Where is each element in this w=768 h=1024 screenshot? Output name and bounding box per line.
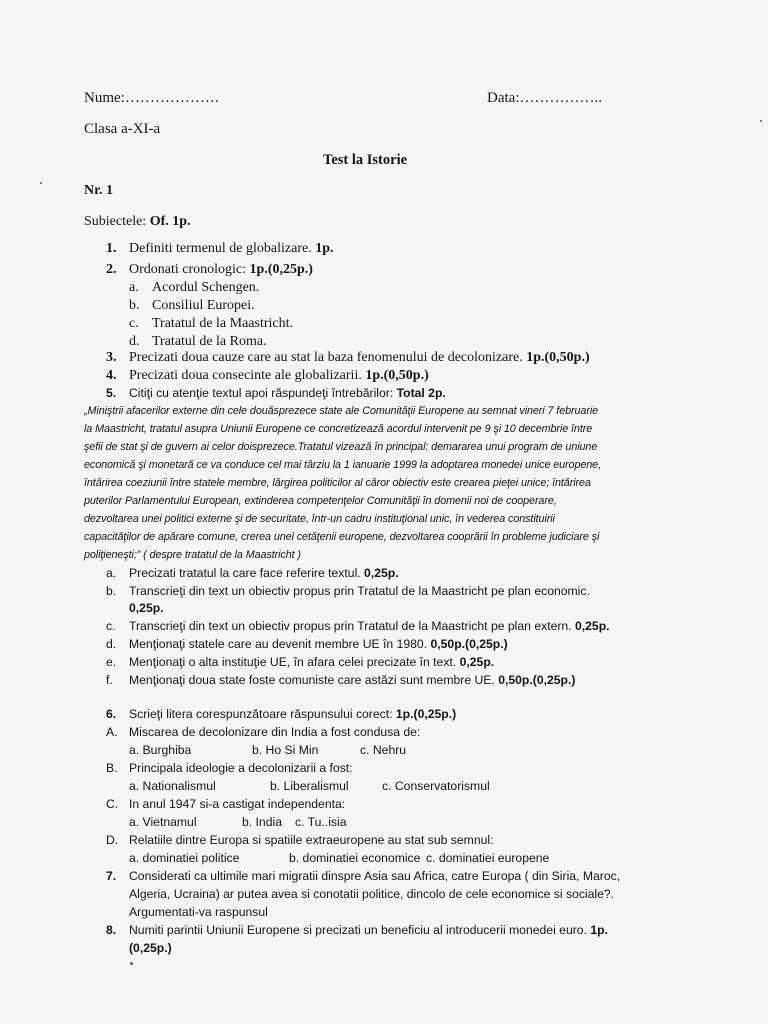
mc-option: a. Vietnamul	[129, 815, 197, 829]
quote-line: şefii de stat şi de guvern ai celor doisprezece.Tratatul vizează în principal: demararea unui program de uniune	[84, 441, 598, 453]
subitem-text: Precizati tratatul la care face referire textul.	[129, 566, 365, 580]
subitem-letter: d.	[106, 637, 117, 651]
scan-speck	[130, 962, 133, 965]
mc-question: In anul 1947 si-a castigat independenta:	[129, 797, 346, 811]
subitem-c	[129, 619, 610, 633]
option-letter: b.	[129, 298, 140, 313]
subjects-line	[84, 214, 191, 230]
question-points: 1p.(0,50p.)	[365, 368, 429, 383]
mc-question: Miscarea de decolonizare din India a fost condusa de:	[129, 725, 421, 739]
subitem-text: Menţionaţi doua state foste comuniste care astăzi sunt membre UE.	[129, 673, 499, 687]
subitem-a	[129, 566, 399, 580]
subitem-points: 0,50p.(0,25p.)	[498, 673, 576, 687]
question-points: 1p.	[590, 923, 608, 937]
subitem-text: Transcrieţi din text un obiectiv propus prin Tratatul de la Maastricht pe plan extern.	[129, 619, 575, 633]
option-text: Consiliul Europei.	[152, 298, 255, 313]
mc-letter: A.	[106, 725, 118, 739]
name-field: Nume:……………….	[84, 90, 219, 106]
subitem-points: 0,25p.	[459, 655, 495, 669]
scan-speck	[40, 182, 42, 184]
mc-letter: B.	[106, 761, 118, 775]
mc-option: b. India	[242, 815, 282, 829]
scan-speck	[760, 120, 762, 122]
quote-line: puterilor Parlamentului European, extinderea competenţelor Comunităţii în domenii noi de cooperare,	[84, 495, 557, 507]
subitem-points: 0,25p.	[364, 566, 399, 580]
subitem-letter: e.	[106, 655, 117, 669]
option-letter: d.	[129, 334, 140, 349]
mc-letter: C.	[106, 797, 119, 811]
question-2-text	[129, 262, 313, 278]
quote-line: dezvoltarea unei politici externe şi de securitate, într-un cadru instituţional unic, în vederea constituirii	[84, 513, 555, 525]
quote-line: întărirea coeziunii între statele membre, lărgirea politicilor al căror obiectiv este crearea pieţei unice; întărirea	[84, 477, 591, 489]
subjects-points: Of. 1p.	[149, 214, 191, 229]
option-text: Acordul Schengen.	[152, 280, 260, 295]
question-text: Citiţi cu atenţie textul apoi răspundeţi întrebărilor:	[129, 386, 397, 400]
subitem-d	[129, 637, 508, 651]
question-7-line: Argumentati-va raspunsul	[129, 905, 268, 919]
subitem-text: Menţionaţi statele care au devenit membre UE în 1980.	[129, 637, 431, 651]
subitem-letter: c.	[106, 619, 116, 633]
question-text: Ordonati cronologic:	[129, 262, 250, 277]
subitem-text: Menţionaţi o alta instituţie UE, în afara celei precizate în text.	[129, 655, 460, 669]
page-title: Test la Istorie	[323, 152, 408, 168]
subitem-letter: a.	[106, 566, 117, 580]
question-points: 1p.(0,25p.)	[395, 707, 457, 721]
subitem-f	[129, 673, 575, 687]
question-2-number: 2.	[106, 262, 117, 277]
subitem-points: 0,25p.	[574, 619, 610, 633]
mc-option: a. Nationalismul	[129, 779, 216, 793]
quote-line: „Miniştrii afacerilor externe din cele douăsprezece state ale Comunităţii Europene au semnat vineri 7 februarie	[84, 405, 599, 417]
question-points: Total 2p.	[396, 386, 446, 400]
question-text: Precizati doua cauze care au stat la baza fenomenului de decolonizare.	[129, 350, 527, 365]
question-points: 1p.(0,25p.)	[249, 262, 313, 277]
mc-option: b. Liberalismul	[270, 779, 349, 793]
question-points: 1p.(0,50p.)	[526, 350, 590, 365]
mc-option: b. Ho Si Min	[252, 743, 319, 757]
question-6-text	[129, 707, 456, 721]
test-number: Nr. 1	[84, 183, 114, 198]
mc-option: c. Tu..isia	[295, 815, 347, 829]
quote-line: poliţieneşti;” ( despre tratatul de la Maastricht )	[84, 549, 301, 561]
question-5-text	[129, 386, 446, 400]
option-letter: a.	[129, 280, 139, 295]
question-points: 1p.	[315, 241, 334, 256]
mc-option: b. dominatiei economice	[289, 851, 421, 865]
question-8-text	[129, 923, 608, 937]
question-7-number: 7.	[106, 869, 117, 883]
mc-option: c. Nehru	[360, 743, 407, 757]
subitem-points: 0,50p.(0,25p.)	[430, 637, 508, 651]
subjects-prefix: Subiectele:	[84, 214, 150, 229]
question-text: Numiti parintii Uniunii Europene si precizati un beneficiu al introducerii monedei euro.	[129, 923, 591, 937]
mc-question: Principala ideologie a decolonizarii a fost:	[129, 761, 353, 775]
date-field: Data:……………..	[487, 90, 602, 106]
question-8-points: (0,25p.)	[129, 941, 172, 955]
question-1-text	[129, 241, 334, 257]
mc-option: a. dominatiei politice	[129, 851, 240, 865]
subitem-points: 0,25p.	[129, 601, 164, 615]
option-text: Tratatul de la Maastricht.	[152, 316, 294, 331]
subitem-e	[129, 655, 494, 669]
mc-option: c. dominatiei europene	[426, 851, 550, 865]
quote-line: la Maastricht, tratatul asupra Uniunii Europene ce concretizează acordul intervenit pe 9 şi 10 decembrie între	[84, 423, 593, 435]
question-8-number: 8.	[106, 923, 117, 937]
question-text: Precizati doua consecinte ale globalizarii.	[129, 368, 366, 383]
mc-option: c. Conservatorismul	[382, 779, 490, 793]
class-label: Clasa a-XI-a	[84, 121, 161, 137]
question-3-text	[129, 350, 590, 366]
question-7-line: Algeria, Ucraina) ar putea avea si conotatii politice, dincolo de cele economice si sociale?.	[129, 887, 615, 901]
question-5-number: 5.	[106, 386, 117, 400]
question-1	[106, 241, 117, 257]
quote-line: capacităţilor de apărare comune, crerea unei cetăţenii europene, dezvoltarea cooprării în probleme judiciare şi	[84, 531, 600, 543]
subitem-b: Transcrieţi din text un obiectiv propus prin Tratatul de la Maastricht pe plan economic.	[129, 584, 590, 598]
question-text: Definiti termenul de globalizare.	[129, 241, 316, 256]
subitem-letter: b.	[106, 584, 117, 598]
question-text: Scrieţi litera corespunzătoare răspunsului corect:	[129, 707, 396, 721]
mc-letter: D.	[106, 833, 119, 847]
mc-option: a. Burghiba	[129, 743, 192, 757]
question-4-number: 4.	[106, 368, 117, 383]
question-7-line: Considerati ca ultimile mari migratii dinspre Asia sau Africa, catre Europa ( din Siria, Maroc,	[129, 869, 621, 883]
option-text: Tratatul de la Roma.	[152, 334, 267, 349]
subitem-letter: f.	[106, 673, 113, 687]
question-number: 1.	[106, 241, 117, 256]
quote-line: economică şi monetară ce va conduce cel mai târziu la 1 ianuarie 1999 la adoptarea monedei unice europene,	[84, 459, 601, 471]
mc-question: Relatiile dintre Europa si spatiile extraeuropene au stat sub semnul:	[129, 833, 494, 847]
question-4-text	[129, 368, 429, 384]
option-letter: c.	[129, 316, 139, 331]
question-6-number: 6.	[106, 707, 117, 721]
question-3-number: 3.	[106, 350, 117, 365]
